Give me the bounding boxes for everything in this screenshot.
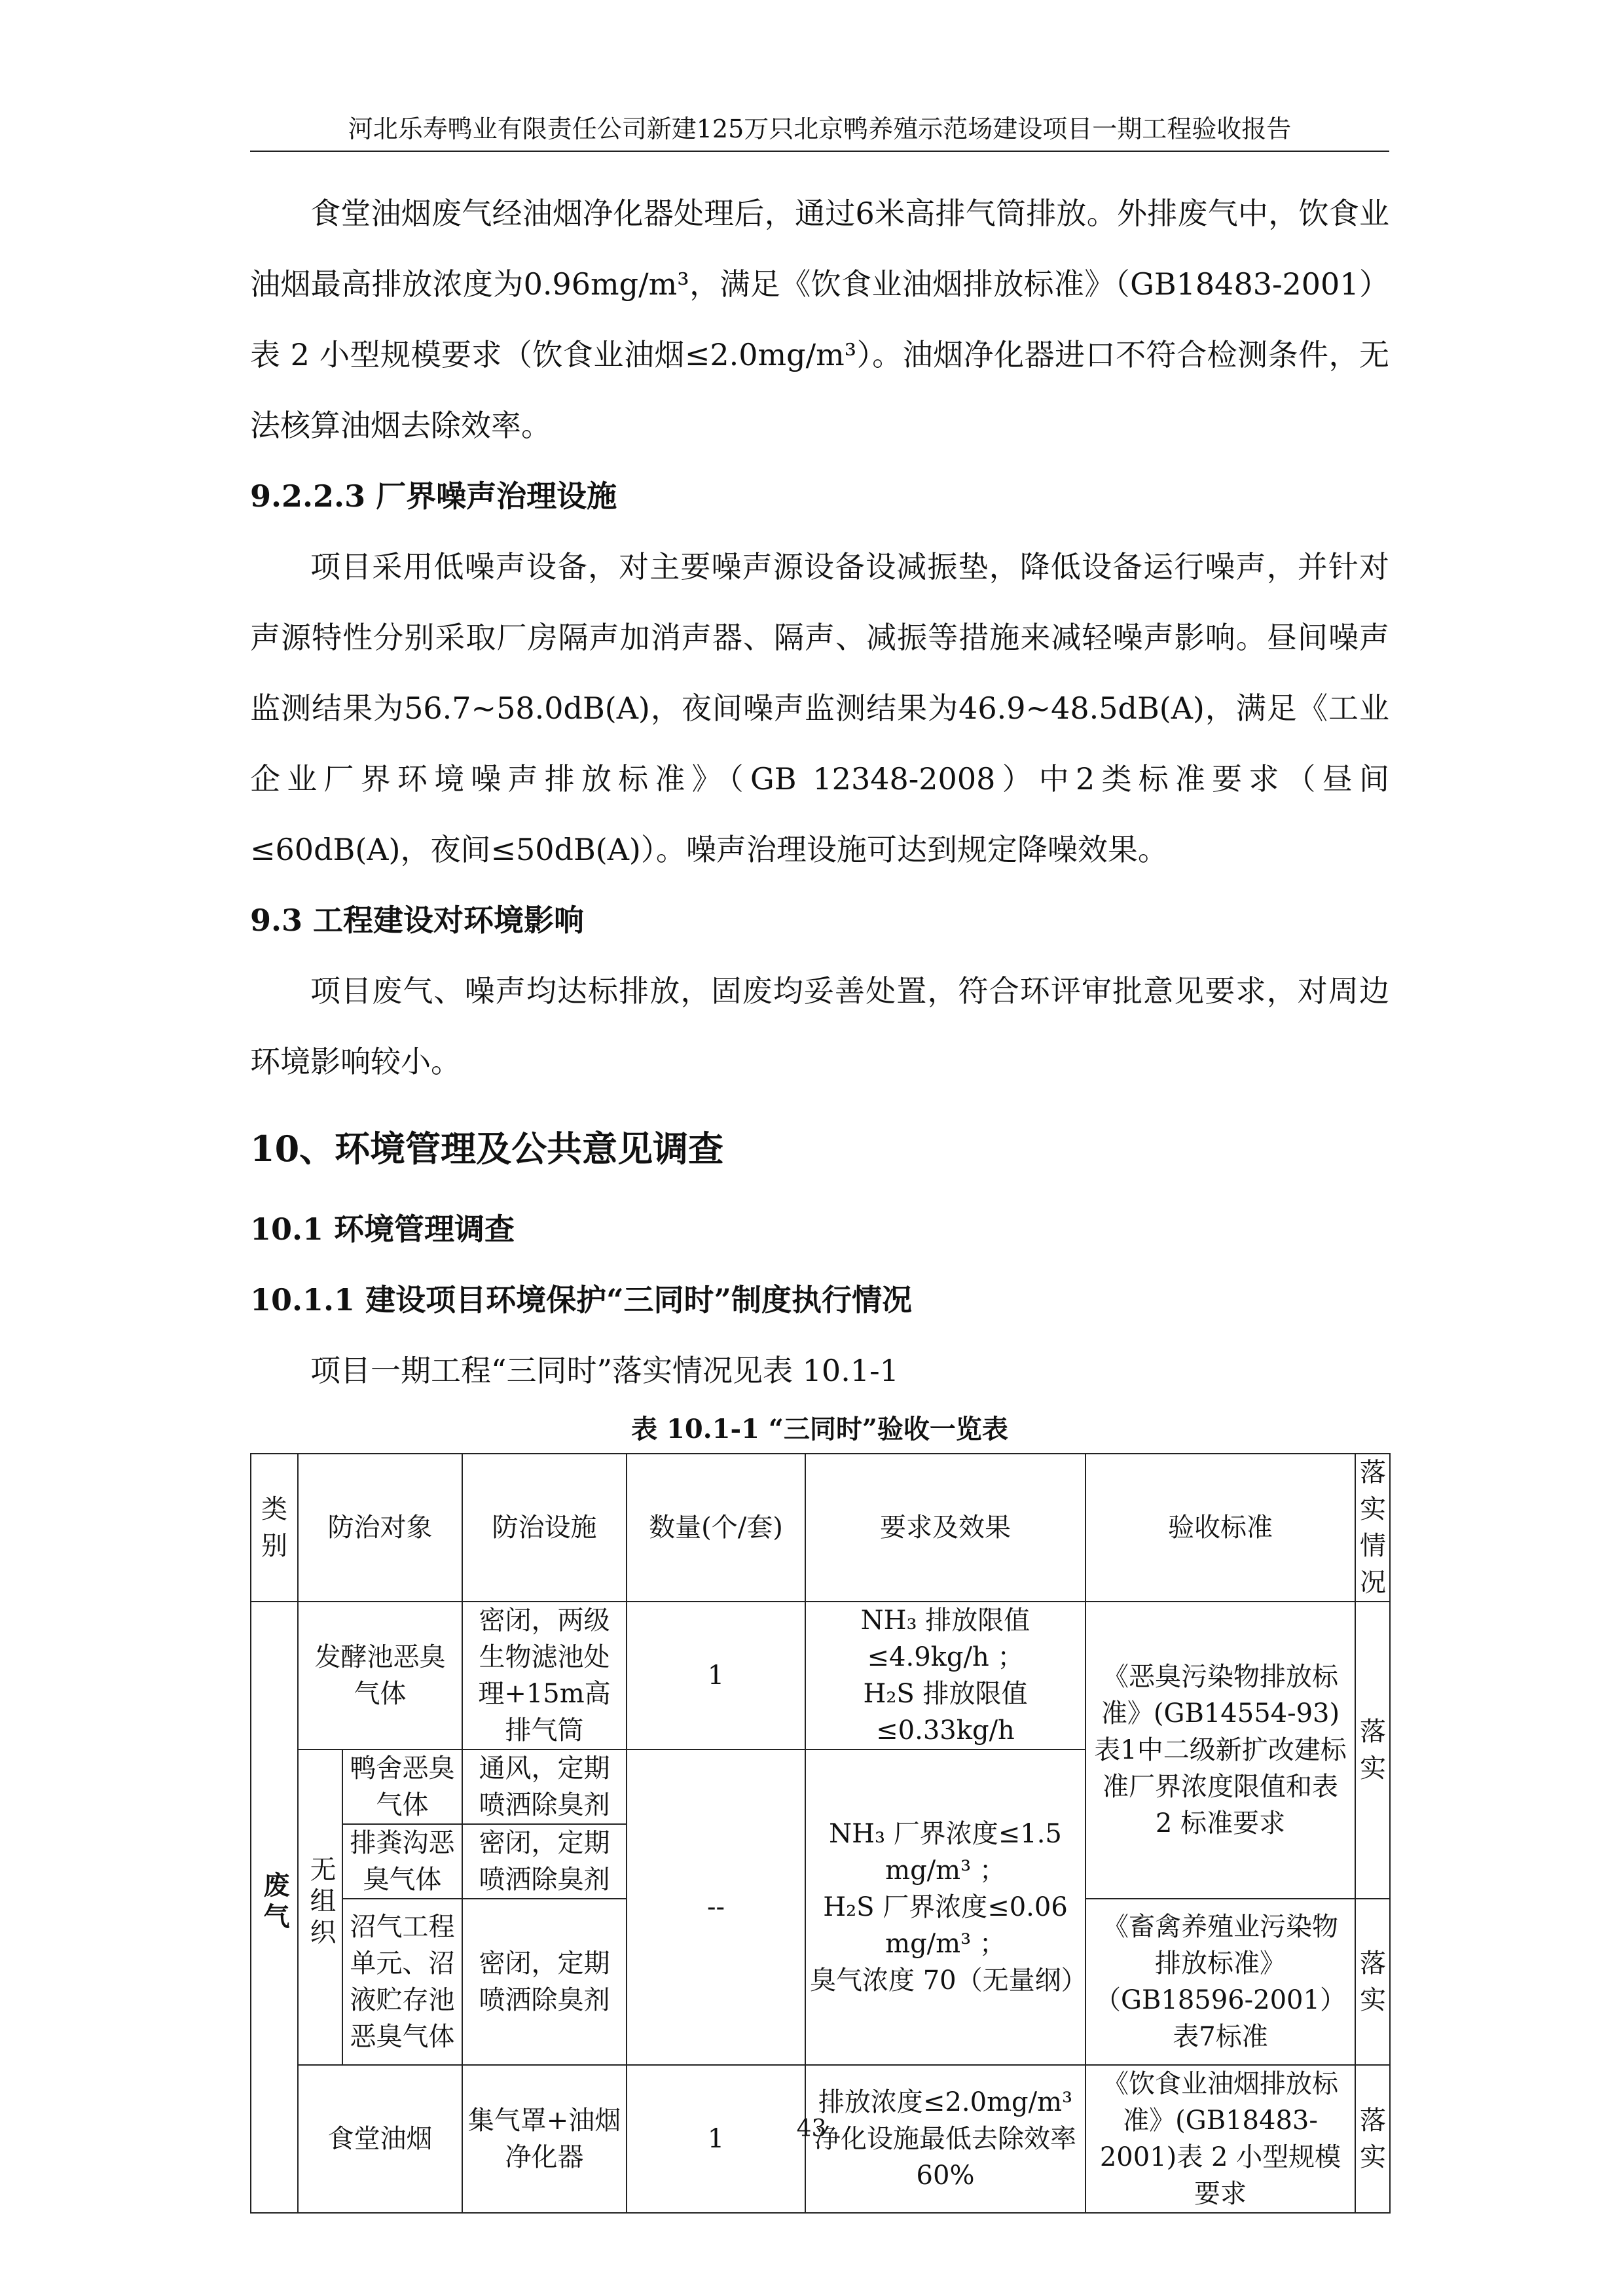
cell-facility: 密闭，两级生物滤池处理+15m高排气筒 [462,1602,627,1749]
cell-facility: 密闭，定期喷洒除臭剂 [462,1824,627,1899]
header-requirement: 要求及效果 [805,1454,1085,1602]
sub-unorganized: 无组织 [298,1749,342,2065]
cell-status: 落实 [1355,1899,1390,2065]
header-divider [250,151,1389,152]
cell-standard: 《饮食业油烟排放标准》(GB18483-2001)表 2 小型规模要求 [1085,2065,1355,2213]
page-number: 43 [796,2115,827,2142]
cell-facility: 集气罩+油烟净化器 [462,2065,627,2213]
table-header-row [251,1454,1390,1602]
requirement-line: mg/m³ ； [885,1929,1006,1959]
requirement-line: 臭气浓度 70（无量纲） [810,1965,1087,1996]
table-caption: 表 10.1-1 “三同时”验收一览表 [631,1414,1008,1444]
paragraph-table-intro: 项目一期工程“三同时”落实情况见表 10.1-1 [310,1353,899,1388]
heading-10-1-1: 10.1.1 建设项目环境保护“三同时”制度执行情况 [250,1282,912,1318]
heading-9-3: 9.3 工程建设对环境影响 [250,903,585,938]
cell-target: 鸭舍恶臭气体 [342,1749,462,1824]
table-row [251,1602,1390,1749]
category-waste-gas: 废气 [251,1602,298,2213]
header-target: 防治对象 [298,1454,462,1602]
cell-target: 食堂油烟 [298,2065,462,2213]
requirement-line: 净化设施最低去除效率 60% [814,2124,1076,2191]
cell-facility: 通风，定期喷洒除臭剂 [462,1749,627,1824]
requirement-line: H₂S 排放限值 [863,1679,1028,1709]
cell-quantity: 1 [627,2065,805,2213]
three-simultaneous-table [250,1453,1391,2214]
header-status: 落实情况 [1355,1454,1390,1602]
heading-10: 10、环境管理及公共意见调查 [250,1128,724,1170]
heading-10-1: 10.1 环境管理调查 [250,1211,515,1247]
cell-target: 发酵池恶臭气体 [298,1602,462,1749]
heading-9-2-2-3: 9.2.2.3 厂界噪声治理设施 [250,478,617,514]
paragraph-kitchen-fume: 食堂油烟废气经油烟净化器处理后，通过6米高排气筒排放。外排废气中，饮食业油烟最高排放浓度为0.96mg/m³，满足《饮食业油烟排放标准》（GB18483-2001）表 2 小型规模要求（饮食业油烟≤2.0mg/m³）。油烟净化器进口不符合检测条件，无法核算油烟去除效率。 [250,196,1389,443]
page-header: 河北乐寿鸭业有限责任公司新建125万只北京鸭养殖示范场建设项目一期工程验收报告 [348,115,1292,143]
cell-facility: 密闭，定期喷洒除臭剂 [462,1899,627,2065]
cell-standard: 《畜禽养殖业污染物排放标准》（GB18596-2001）表7标准 [1085,1899,1355,2065]
paragraph-impact: 项目废气、噪声均达标排放，固废均妥善处置，符合环评审批意见要求，对周边环境影响较小。 [250,973,1389,1079]
requirement-line: NH₃ 排放限值 [860,1605,1030,1636]
header-facility: 防治设施 [462,1454,627,1602]
header-quantity: 数量(个/套) [627,1454,805,1602]
requirement-line: ≤0.33kg/h [876,1715,1015,1746]
cell-quantity: 1 [627,1602,805,1749]
requirement-line: NH₃ 厂界浓度≤1.5 [829,1819,1062,1849]
header-standard: 验收标准 [1085,1454,1355,1602]
cell-quantity: -- [627,1749,805,2065]
requirement-line: mg/m³ ； [885,1856,1006,1886]
cell-status: 落实 [1355,2065,1390,2213]
cell-requirement [805,1749,1085,2065]
cell-status: 落实 [1355,1602,1390,1899]
cell-requirement [805,1602,1085,1749]
header-category: 类别 [251,1454,298,1602]
cell-standard: 《恶臭污染物排放标准》(GB14554-93)表1中二级新扩改建标准厂界浓度限值和表 2 标准要求 [1085,1602,1355,1899]
requirement-line: 排放浓度≤2.0mg/m³ [818,2087,1073,2117]
paragraph-noise: 项目采用低噪声设备，对主要噪声源设备设减振垫，降低设备运行噪声，并针对声源特性分别采取厂房隔声加消声器、隔声、减振等措施来减轻噪声影响。昼间噪声监测结果为56.7~58.0dB(A)，夜间噪声监测结果为46.9~48.5dB(A)，满足《工业企业厂界环境噪声排放标准》（GB 12348-2008）中2类标准要求（昼间≤60dB(A)，夜间≤50dB(A)）。噪声治理设施可达到规定降噪效果。 [250,549,1389,867]
requirement-line: ≤4.9kg/h ； [867,1642,1024,1672]
cell-target: 沼气工程单元、沼液贮存池恶臭气体 [342,1899,462,2065]
page-content [250,178,1389,2214]
cell-target: 排粪沟恶臭气体 [342,1824,462,1899]
requirement-line: H₂S 厂界浓度≤0.06 [823,1892,1068,1922]
